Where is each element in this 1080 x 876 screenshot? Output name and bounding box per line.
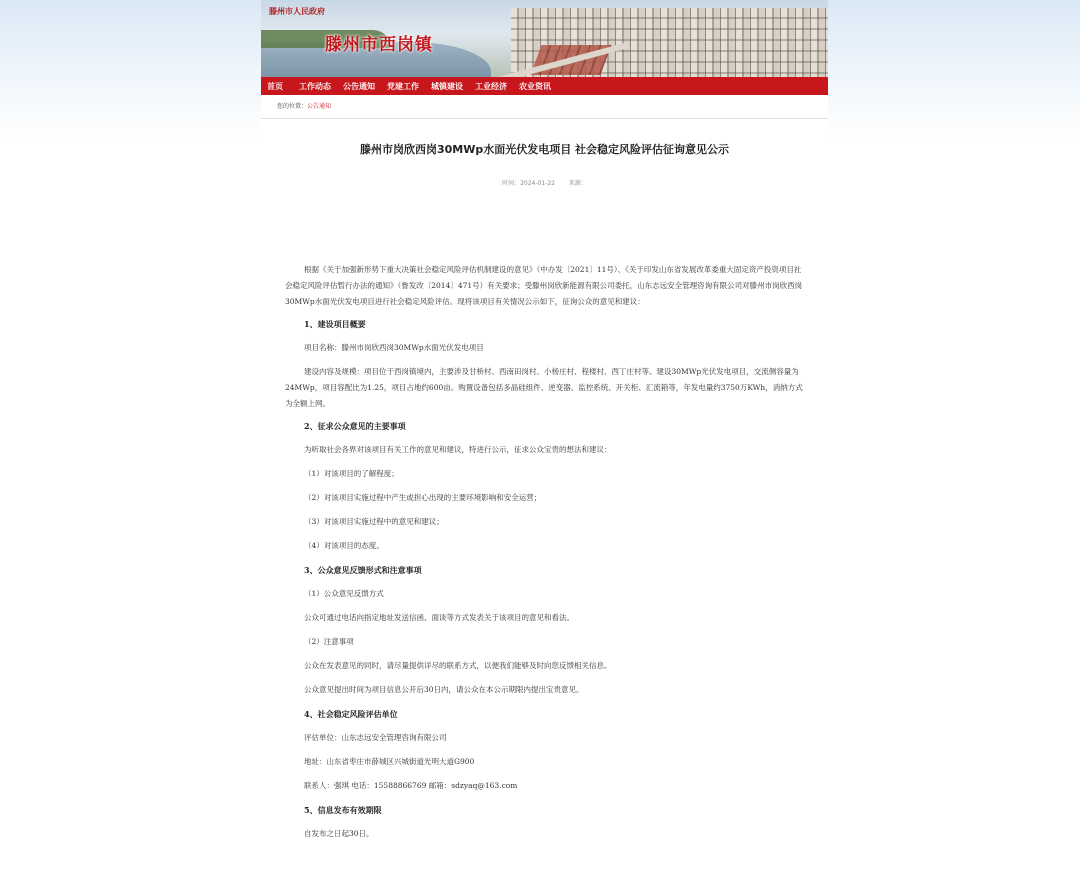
- section-heading: 3、公众意见反馈形式和注意事项: [304, 565, 422, 575]
- section-heading: 1、建设项目概要: [304, 319, 366, 329]
- breadcrumb-current[interactable]: 公告通知: [307, 103, 332, 110]
- section-paragraph: 公众在发表意见的同时，请尽量提供详尽的联系方式，以便我们能够及时向您反馈相关信息。: [304, 661, 612, 670]
- section-paragraph: 公众意见提出时间为项目信息公开后30日内，请公众在本公示期限内提出宝贵意见。: [304, 685, 584, 694]
- section-paragraph: 公众可通过电话向指定地址发送信函、面谈等方式发表关于该项目的意见和看法。: [304, 613, 574, 622]
- sub-heading: （1）公众意见反馈方式: [304, 589, 384, 598]
- section-paragraph: 为听取社会各界对该项目有关工作的意见和建议，特进行公示，征求公众宝贵的想法和建议：: [304, 445, 612, 454]
- section-paragraph: 自发布之日起30日。: [304, 829, 374, 838]
- assessor-contact: 联系人：强琪 电话：15588866769 邮箱：sdzyaq@163.com: [304, 781, 518, 790]
- header-banner: [261, 0, 828, 77]
- project-description: 建设内容及规模：项目位于西岗镇境内，主要涉及甘桥村、西南田岗村、小杨庄村、程楼村、西丁庄村等。建设30MWp光伏发电项目，交流侧容量为24MWp，项目容配比为1.25，项目占地约600亩。购置设备包括多晶硅组件、逆变器、监控系统、开关柜、汇流箱等，年发电量约3750万KWh，消纳方式为全额上网。: [285, 367, 803, 408]
- article-time: 时间：2024-01-22: [502, 180, 555, 187]
- section-heading: 2、征求公众意见的主要事项: [304, 421, 406, 431]
- main-nav: [261, 77, 828, 95]
- gov-name[interactable]: 滕州市人民政府: [269, 7, 325, 16]
- nav-item-town-construction[interactable]: 城镇建设: [431, 81, 463, 91]
- breadcrumb: [277, 101, 331, 110]
- article-source: 来源：: [568, 180, 587, 187]
- assessor-address: 地址：山东省枣庄市薛城区兴城街道光明大道G900: [304, 757, 475, 766]
- site-logo-title: 滕州市西岗镇: [325, 35, 433, 55]
- nav-item-party-building[interactable]: 党建工作: [387, 81, 419, 91]
- nav-item-agriculture[interactable]: 农业资讯: [519, 81, 551, 91]
- assessor-unit: 评估单位：山东志远安全管理咨询有限公司: [304, 733, 447, 742]
- section-heading: 4、社会稳定风险评估单位: [304, 709, 398, 719]
- list-item: （1）对该项目的了解程度；: [304, 469, 399, 478]
- nav-item-work-news[interactable]: 工作动态: [299, 81, 331, 91]
- article-title: 滕州市岗欣西岗30MWp水面光伏发电项目 社会稳定风险评估征询意见公示: [359, 143, 730, 156]
- nav-item-notices[interactable]: 公告通知: [343, 81, 375, 91]
- list-item: （3）对该项目实施过程中的意见和建议；: [304, 517, 444, 526]
- project-name: 项目名称：滕州市岗欣西岗30MWp水面光伏发电项目: [304, 343, 484, 352]
- page: [261, 0, 828, 876]
- list-item: （2）对该项目实施过程中产生或担心出现的主要环境影响和安全运营；: [304, 493, 542, 502]
- section-heading: 5、信息发布有效期限: [304, 805, 382, 815]
- nav-item-home[interactable]: 首页: [267, 81, 283, 91]
- intro-paragraph: 根据《关于加强新形势下重大决策社会稳定风险评估机制建设的意见》（中办发〔2021〕11号）、《关于印发山东省发展改革委重大固定资产投资项目社会稳定风险评估暂行办法的通知》（鲁发改〔2014〕471号）有关要求；受滕州岗欣新能源有限公司委托，山东志远安全管理咨询有限公司对滕州市岗欣西岗30MWp水面光伏发电项目进行社会稳定风险评估。现将该项目有关情况公示如下，征询公众的意见和建议：: [285, 265, 803, 306]
- divider: [261, 118, 828, 119]
- nav-item-industry[interactable]: 工业经济: [475, 81, 507, 91]
- list-item: （4）对该项目的态度。: [304, 541, 384, 550]
- article-meta: [261, 178, 828, 187]
- sub-heading: （2）注意事项: [304, 637, 354, 646]
- article-body: [285, 262, 805, 842]
- breadcrumb-prefix: 您的位置：: [277, 103, 308, 110]
